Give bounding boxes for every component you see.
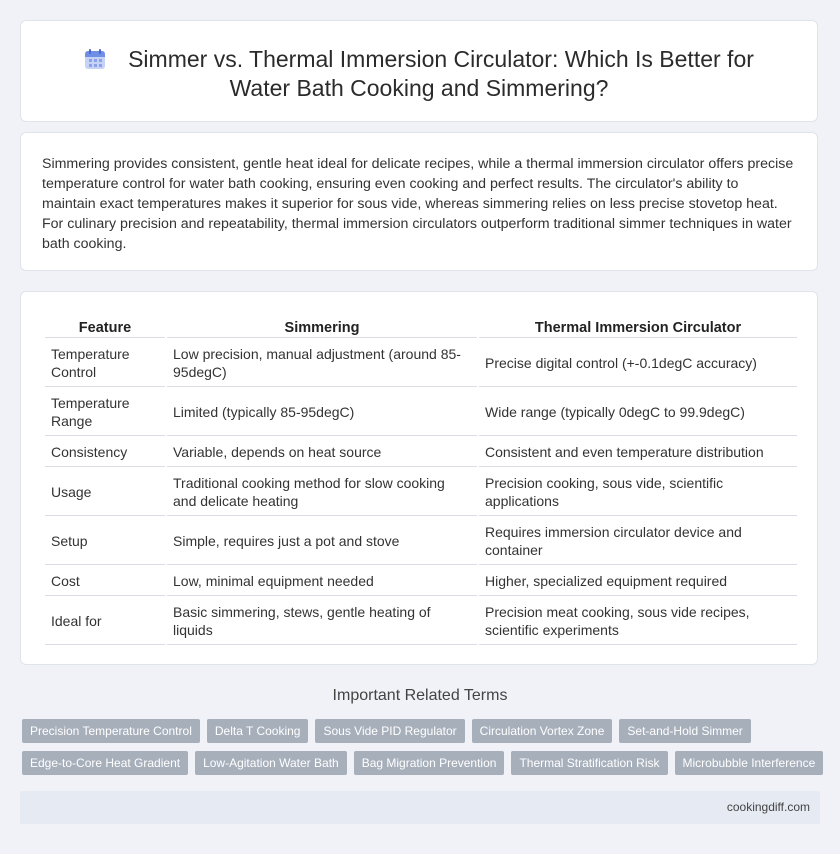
table-row bbox=[45, 438, 797, 467]
row-feature: Ideal for bbox=[45, 598, 165, 645]
calendar-icon bbox=[84, 48, 106, 70]
tag-set-and-hold-simmer[interactable]: Set-and-Hold Simmer bbox=[619, 719, 750, 743]
tag-row-2 bbox=[22, 751, 822, 775]
row-circulator: Consistent and even temperature distribution bbox=[479, 438, 797, 467]
row-simmering: Basic simmering, stews, gentle heating of liquids bbox=[167, 598, 477, 645]
row-simmering: Traditional cooking method for slow cooking and delicate heating bbox=[167, 469, 477, 516]
row-circulator: Wide range (typically 0degC to 99.9degC) bbox=[479, 389, 797, 436]
comparison-table-card bbox=[20, 291, 818, 665]
row-feature: Setup bbox=[45, 518, 165, 565]
page-title bbox=[21, 45, 817, 103]
row-simmering: Low precision, manual adjustment (around 85-95degC) bbox=[167, 340, 477, 387]
tag-edge-to-core-heat-gradient[interactable]: Edge-to-Core Heat Gradient bbox=[22, 751, 188, 775]
table-row bbox=[45, 389, 797, 436]
row-feature: Temperature Range bbox=[45, 389, 165, 436]
table-header-row bbox=[45, 317, 797, 338]
tag-row-1 bbox=[22, 719, 822, 743]
row-simmering: Limited (typically 85-95degC) bbox=[167, 389, 477, 436]
row-circulator: Requires immersion circulator device and container bbox=[479, 518, 797, 565]
row-circulator: Precision meat cooking, sous vide recipes, scientific experiments bbox=[479, 598, 797, 645]
intro-card bbox=[20, 132, 818, 271]
row-feature: Cost bbox=[45, 567, 165, 596]
row-circulator: Precision cooking, sous vide, scientific applications bbox=[479, 469, 797, 516]
header-feature: Feature bbox=[45, 317, 165, 338]
table-row bbox=[45, 598, 797, 645]
tag-microbubble-interference[interactable]: Microbubble Interference bbox=[675, 751, 824, 775]
related-terms-title: Important Related Terms bbox=[332, 687, 508, 704]
header-simmering: Simmering bbox=[167, 317, 477, 338]
footer-site-link[interactable]: cookingdiff.com bbox=[726, 800, 810, 814]
comparison-table bbox=[43, 315, 799, 647]
tag-circulation-vortex-zone[interactable]: Circulation Vortex Zone bbox=[472, 719, 613, 743]
row-feature: Usage bbox=[45, 469, 165, 516]
row-simmering: Low, minimal equipment needed bbox=[167, 567, 477, 596]
row-simmering: Simple, requires just a pot and stove bbox=[167, 518, 477, 565]
tag-sous-vide-pid-regulator[interactable]: Sous Vide PID Regulator bbox=[315, 719, 464, 743]
tag-low-agitation-water-bath[interactable]: Low-Agitation Water Bath bbox=[195, 751, 347, 775]
footer bbox=[20, 791, 820, 824]
row-circulator: Higher, specialized equipment required bbox=[479, 567, 797, 596]
table-row bbox=[45, 567, 797, 596]
tag-precision-temperature-control[interactable]: Precision Temperature Control bbox=[22, 719, 200, 743]
tag-bag-migration-prevention[interactable]: Bag Migration Prevention bbox=[354, 751, 505, 775]
row-simmering: Variable, depends on heat source bbox=[167, 438, 477, 467]
related-terms-tags bbox=[22, 719, 822, 783]
table-row bbox=[45, 340, 797, 387]
row-feature: Temperature Control bbox=[45, 340, 165, 387]
title-card bbox=[20, 20, 818, 122]
tag-delta-t-cooking[interactable]: Delta T Cooking bbox=[207, 719, 309, 743]
header-circulator: Thermal Immersion Circulator bbox=[479, 317, 797, 338]
row-feature: Consistency bbox=[45, 438, 165, 467]
table-row bbox=[45, 469, 797, 516]
tag-thermal-stratification-risk[interactable]: Thermal Stratification Risk bbox=[511, 751, 667, 775]
intro-paragraph: Simmering provides consistent, gentle heat ideal for delicate recipes, while a thermal immersion circulator offers precise temperature control for water bath cooking, ensuring even cooking and perfect results. The circulator's ability to maintain exact temperatures makes it superior for sous vide, whereas simmering relies on less precise stovetop heat. For culinary precision and repeatability, thermal immersion circulators outperform traditional simmer techniques in water bath cooking. bbox=[42, 156, 794, 252]
row-circulator: Precise digital control (+-0.1degC accuracy) bbox=[479, 340, 797, 387]
table-row bbox=[45, 518, 797, 565]
title-line-1: Simmer vs. Thermal Immersion Circulator: Which Is Better for bbox=[128, 46, 754, 72]
title-line-2: Water Bath Cooking and Simmering? bbox=[229, 75, 609, 101]
